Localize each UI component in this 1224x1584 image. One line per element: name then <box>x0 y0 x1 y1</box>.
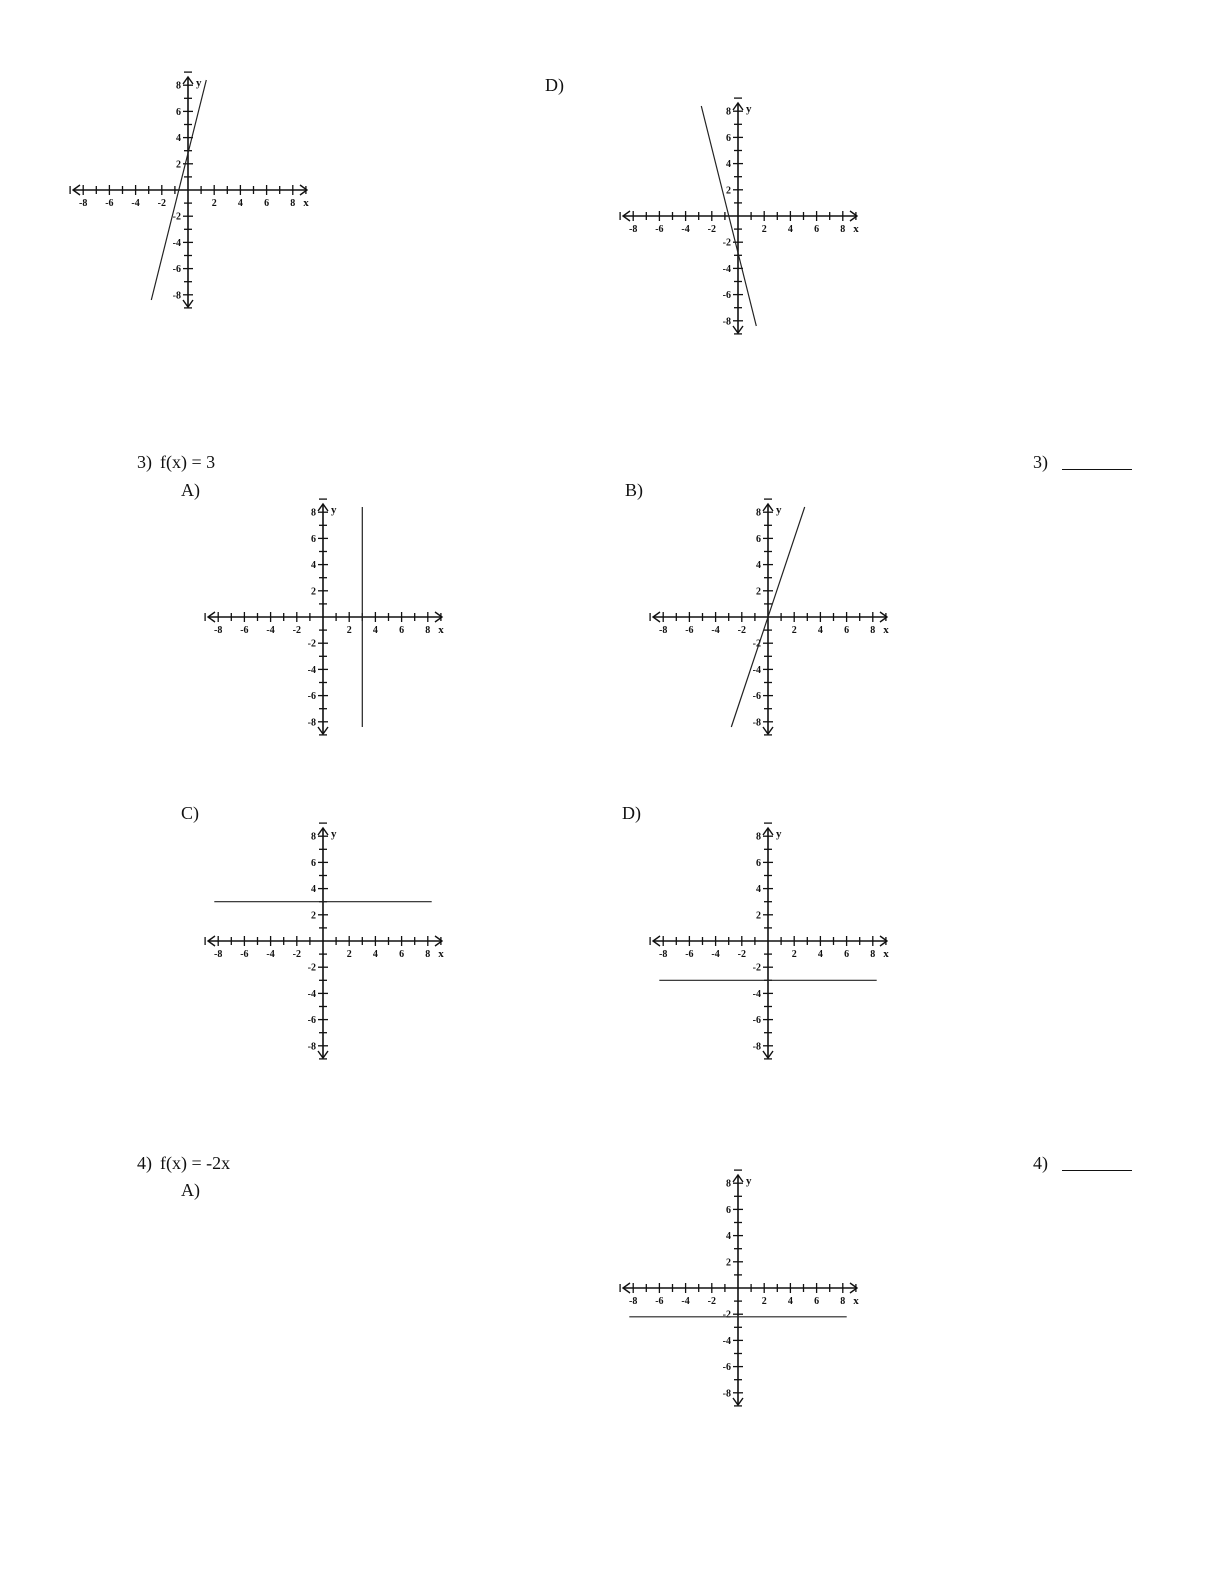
y-axis-name: y <box>746 1175 752 1187</box>
y-tick-label: 8 <box>176 80 181 92</box>
x-tick-label: 2 <box>791 625 797 636</box>
x-tick-label: -8 <box>659 949 668 960</box>
problem-3-option-c-label: C) <box>181 803 199 823</box>
x-tick-label: -4 <box>681 224 690 235</box>
x-tick-label: 4 <box>817 625 823 636</box>
x-tick-label: 6 <box>264 198 270 209</box>
problem-3-function: f(x) = 3 <box>160 452 216 472</box>
y-tick-label: -8 <box>307 1041 316 1053</box>
y-tick-label: -4 <box>307 988 316 1000</box>
x-tick-label: -2 <box>737 625 746 636</box>
y-tick-label: -4 <box>172 237 181 249</box>
y-tick-label: 4 <box>726 1231 731 1243</box>
y-tick-label: -2 <box>172 211 181 223</box>
problem-4-answer-label: 4) <box>1033 1153 1048 1173</box>
x-tick-label: 4 <box>787 1296 793 1307</box>
y-tick-label: -4 <box>722 1335 731 1347</box>
x-axis-name: x <box>303 197 309 209</box>
graph-problem-4 <box>620 1172 860 1408</box>
graph-problem-3-c <box>205 825 445 1061</box>
x-tick-label: -4 <box>681 1296 690 1307</box>
y-tick-label: 8 <box>726 1178 731 1190</box>
y-tick-label: 2 <box>726 1257 731 1269</box>
y-tick-label: 6 <box>726 1204 731 1216</box>
top-option-d-label: D) <box>545 75 564 95</box>
graph-problem-3-b <box>650 501 890 737</box>
x-tick-label: 2 <box>346 949 352 960</box>
x-tick-label: -6 <box>105 198 114 209</box>
x-tick-label: -8 <box>659 625 668 636</box>
y-tick-label: 8 <box>726 106 731 118</box>
y-tick-label: -2 <box>307 638 316 650</box>
graph-top-left <box>70 74 310 310</box>
x-tick-label: -8 <box>214 949 223 960</box>
x-axis-name: x <box>883 948 889 960</box>
x-tick-label: 4 <box>372 625 378 636</box>
graph-problem-3-a <box>205 501 445 737</box>
x-tick-label: 4 <box>237 198 243 209</box>
x-axis-name: x <box>438 624 444 636</box>
y-tick-label: 2 <box>311 586 316 598</box>
x-tick-label: 2 <box>211 198 217 209</box>
y-tick-label: -6 <box>307 691 316 703</box>
x-tick-label: -2 <box>737 949 746 960</box>
x-axis-name: x <box>853 1295 859 1307</box>
problem-3-answer-blank[interactable] <box>1062 469 1132 470</box>
x-tick-label: 2 <box>346 625 352 636</box>
y-axis-name: y <box>776 504 782 516</box>
y-tick-label: 4 <box>311 560 316 572</box>
y-axis-name: y <box>331 504 337 516</box>
x-axis-name: x <box>883 624 889 636</box>
problem-4-number: 4) <box>137 1153 152 1173</box>
y-tick-label: 8 <box>311 831 316 843</box>
y-tick-label: -2 <box>722 237 731 249</box>
x-tick-label: 4 <box>817 949 823 960</box>
y-tick-label: 8 <box>756 507 761 519</box>
x-tick-label: 8 <box>425 625 431 636</box>
y-tick-label: -4 <box>307 664 316 676</box>
x-axis-name: x <box>853 223 859 235</box>
y-tick-label: 4 <box>311 884 316 896</box>
problem-4-option-a-label: A) <box>181 1180 200 1200</box>
y-tick-label: 6 <box>756 857 761 869</box>
x-tick-label: 4 <box>372 949 378 960</box>
y-tick-label: -6 <box>172 264 181 276</box>
x-tick-label: 6 <box>844 949 850 960</box>
x-tick-label: -8 <box>79 198 88 209</box>
y-tick-label: -8 <box>752 1041 761 1053</box>
x-tick-label: 6 <box>844 625 850 636</box>
x-tick-label: 2 <box>761 1296 767 1307</box>
x-tick-label: -8 <box>629 1296 638 1307</box>
x-tick-label: -8 <box>214 625 223 636</box>
problem-4-function: f(x) = -2x <box>160 1153 231 1173</box>
y-tick-label: -8 <box>307 717 316 729</box>
x-tick-label: -2 <box>707 1296 716 1307</box>
y-tick-label: -4 <box>722 263 731 275</box>
y-tick-label: 6 <box>311 533 316 545</box>
y-tick-label: 2 <box>756 910 761 922</box>
x-tick-label: 6 <box>399 949 405 960</box>
y-axis-name: y <box>776 828 782 840</box>
y-tick-label: 2 <box>311 910 316 922</box>
y-tick-label: 6 <box>176 106 181 118</box>
graph-problem-3-d <box>650 825 890 1061</box>
x-tick-label: -8 <box>629 224 638 235</box>
x-tick-label: -4 <box>131 198 140 209</box>
x-axis-name: x <box>438 948 444 960</box>
x-tick-label: -4 <box>711 949 720 960</box>
x-tick-label: -2 <box>292 949 301 960</box>
y-tick-label: -8 <box>722 316 731 328</box>
y-axis-name: y <box>196 77 202 89</box>
x-tick-label: 2 <box>761 224 767 235</box>
y-tick-label: 4 <box>726 159 731 171</box>
y-tick-label: -6 <box>307 1015 316 1027</box>
y-tick-label: 6 <box>756 533 761 545</box>
y-tick-label: -2 <box>722 1309 731 1321</box>
y-tick-label: 8 <box>756 831 761 843</box>
x-tick-label: 8 <box>870 625 876 636</box>
x-tick-label: 6 <box>814 1296 820 1307</box>
y-tick-label: -2 <box>752 962 761 974</box>
x-tick-label: -6 <box>685 625 694 636</box>
problem-3-number: 3) <box>137 452 152 472</box>
y-tick-label: 2 <box>726 185 731 197</box>
y-tick-label: -8 <box>172 290 181 302</box>
x-tick-label: 8 <box>870 949 876 960</box>
x-tick-label: 6 <box>399 625 405 636</box>
x-tick-label: -2 <box>157 198 166 209</box>
x-tick-label: -2 <box>292 625 301 636</box>
x-tick-label: -6 <box>655 224 664 235</box>
problem-3-option-b-label: B) <box>625 480 643 500</box>
x-tick-label: -2 <box>707 224 716 235</box>
x-tick-label: 6 <box>814 224 820 235</box>
y-tick-label: -6 <box>722 1362 731 1374</box>
x-tick-label: -4 <box>266 625 275 636</box>
y-tick-label: 8 <box>311 507 316 519</box>
x-tick-label: -6 <box>240 625 249 636</box>
y-tick-label: 6 <box>311 857 316 869</box>
y-tick-label: -8 <box>722 1388 731 1400</box>
x-tick-label: -4 <box>711 625 720 636</box>
y-axis-name: y <box>331 828 337 840</box>
graph-top-d <box>620 100 860 336</box>
y-tick-label: -2 <box>307 962 316 974</box>
x-tick-label: 8 <box>425 949 431 960</box>
x-tick-label: 8 <box>840 224 846 235</box>
y-tick-label: 4 <box>756 884 761 896</box>
y-tick-label: -6 <box>752 1015 761 1027</box>
problem-3-answer-label: 3) <box>1033 452 1048 472</box>
y-axis-name: y <box>746 103 752 115</box>
problem-4-answer-blank[interactable] <box>1062 1170 1132 1171</box>
y-tick-label: -2 <box>752 638 761 650</box>
y-tick-label: -6 <box>722 290 731 302</box>
y-tick-label: 2 <box>176 159 181 171</box>
y-tick-label: 4 <box>176 133 181 145</box>
y-tick-label: -6 <box>752 691 761 703</box>
y-tick-label: -4 <box>752 664 761 676</box>
y-tick-label: 4 <box>756 560 761 572</box>
problem-3-option-d-label: D) <box>622 803 641 823</box>
x-tick-label: 8 <box>290 198 296 209</box>
x-tick-label: -6 <box>685 949 694 960</box>
y-tick-label: 2 <box>756 586 761 598</box>
x-tick-label: -6 <box>240 949 249 960</box>
y-tick-label: -4 <box>752 988 761 1000</box>
x-tick-label: 2 <box>791 949 797 960</box>
x-tick-label: 4 <box>787 224 793 235</box>
y-tick-label: -8 <box>752 717 761 729</box>
problem-3-option-a-label: A) <box>181 480 200 500</box>
x-tick-label: -4 <box>266 949 275 960</box>
x-tick-label: 8 <box>840 1296 846 1307</box>
y-tick-label: 6 <box>726 132 731 144</box>
x-tick-label: -6 <box>655 1296 664 1307</box>
